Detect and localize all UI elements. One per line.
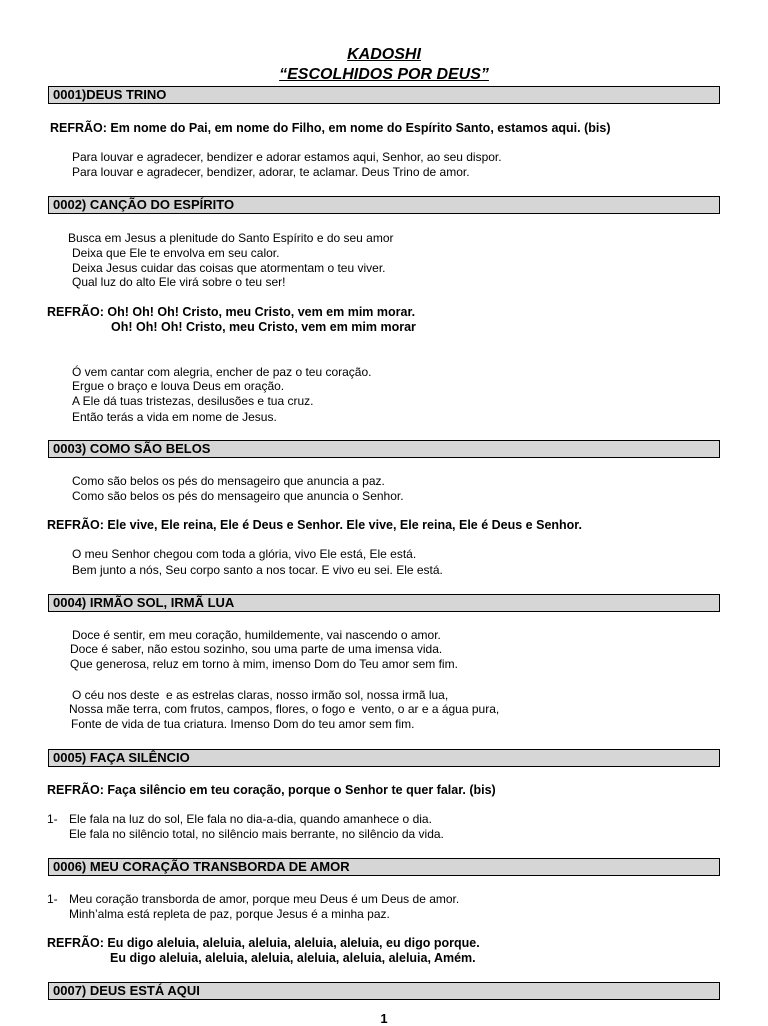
refrao-0001: REFRÃO: Em nome do Pai, em nome do Filho, em nome do Espírito Santo, estamos aqui. (bis) — [50, 121, 611, 135]
refrao-0002-line2: Oh! Oh! Oh! Cristo, meu Cristo, vem em mim morar — [111, 320, 416, 334]
lyric-line: A Ele dá tuas tristezas, desilusões e tua cruz. — [72, 394, 314, 408]
lyric-line: Deixa Jesus cuidar das coisas que atormentam o teu viver. — [72, 261, 386, 275]
section-header-0007: 0007) DEUS ESTÁ AQUI — [48, 982, 720, 1000]
lyric-line: Doce é saber, não estou sozinho, sou uma parte de uma imensa vida. — [70, 642, 443, 656]
section-header-0002: 0002) CANÇÃO DO ESPÍRITO — [48, 196, 720, 214]
lyric-line: Ergue o braço e louva Deus em oração. — [72, 379, 285, 393]
lyric-line: Deixa que Ele te envolva em seu calor. — [72, 246, 280, 260]
lyric-line: Fonte de vida de tua criatura. Imenso Dom do teu amor sem fim. — [71, 717, 415, 731]
section-header-0005: 0005) FAÇA SILÊNCIO — [48, 749, 720, 767]
verse-number: 1- — [47, 892, 58, 906]
lyric-line: Como são belos os pés do mensageiro que anuncia a paz. — [72, 474, 385, 488]
lyric-line: Para louvar e agradecer, bendizer, adorar, te aclamar. Deus Trino de amor. — [72, 165, 470, 179]
lyric-line: Ele fala na luz do sol, Ele fala no dia-a-dia, quando amanhece o dia. — [69, 812, 432, 826]
refrao-0005: REFRÃO: Faça silêncio em teu coração, porque o Senhor te quer falar. (bis) — [47, 783, 496, 797]
lyric-line: O céu nos deste e as estrelas claras, nosso irmão sol, nossa irmã lua, — [72, 688, 449, 702]
document-subtitle: “ESCOLHIDOS POR DEUS” — [279, 66, 489, 83]
lyric-line: Ó vem cantar com alegria, encher de paz o teu coração. — [72, 365, 372, 379]
lyric-line: Que generosa, reluz em torno à mim, imenso Dom do Teu amor sem fim. — [70, 657, 458, 671]
lyric-line: Qual luz do alto Ele virá sobre o teu ser! — [72, 275, 286, 289]
refrao-0006: REFRÃO: Eu digo aleluia, aleluia, aleluia, aleluia, aleluia, eu digo porque. — [47, 936, 480, 950]
document-title: KADOSHI — [347, 46, 421, 63]
lyric-line: Doce é sentir, em meu coração, humildemente, vai nascendo o amor. — [72, 628, 441, 642]
section-header-0006: 0006) MEU CORAÇÃO TRANSBORDA DE AMOR — [48, 858, 720, 876]
lyric-line: Minh’alma está repleta de paz, porque Jesus é a minha paz. — [69, 907, 390, 921]
lyric-line: Nossa mãe terra, com frutos, campos, flores, o fogo e vento, o ar e a água pura, — [69, 702, 500, 716]
verse-number: 1- — [47, 812, 58, 826]
lyric-line: Bem junto a nós, Seu corpo santo a nos tocar. E vivo eu sei. Ele está. — [72, 563, 443, 577]
lyric-line: Meu coração transborda de amor, porque meu Deus é um Deus de amor. — [69, 892, 460, 906]
section-header-0001: 0001)DEUS TRINO — [48, 86, 720, 104]
section-header-0003: 0003) COMO SÃO BELOS — [48, 440, 720, 458]
lyric-line: Como são belos os pés do mensageiro que anuncia o Senhor. — [72, 489, 404, 503]
lyric-line: Ele fala no silêncio total, no silêncio mais berrante, no silêncio da vida. — [69, 827, 444, 841]
page-number: 1 — [380, 1011, 388, 1026]
lyric-line: Então terás a vida em nome de Jesus. — [72, 410, 277, 424]
lyric-line: Busca em Jesus a plenitude do Santo Espírito e do seu amor — [68, 231, 394, 245]
refrao-0006-line2: Eu digo aleluia, aleluia, aleluia, aleluia, aleluia, aleluia, Amém. — [110, 951, 476, 965]
lyric-line: O meu Senhor chegou com toda a glória, vivo Ele está, Ele está. — [72, 547, 417, 561]
refrao-0003: REFRÃO: Ele vive, Ele reina, Ele é Deus e Senhor. Ele vive, Ele reina, Ele é Deus e Senhor. — [47, 518, 582, 532]
lyric-line: Para louvar e agradecer, bendizer e adorar estamos aqui, Senhor, ao seu dispor. — [72, 150, 502, 164]
refrao-0002: REFRÃO: Oh! Oh! Oh! Cristo, meu Cristo, vem em mim morar. — [47, 305, 416, 319]
section-header-0004: 0004) IRMÃO SOL, IRMÃ LUA — [48, 594, 720, 612]
